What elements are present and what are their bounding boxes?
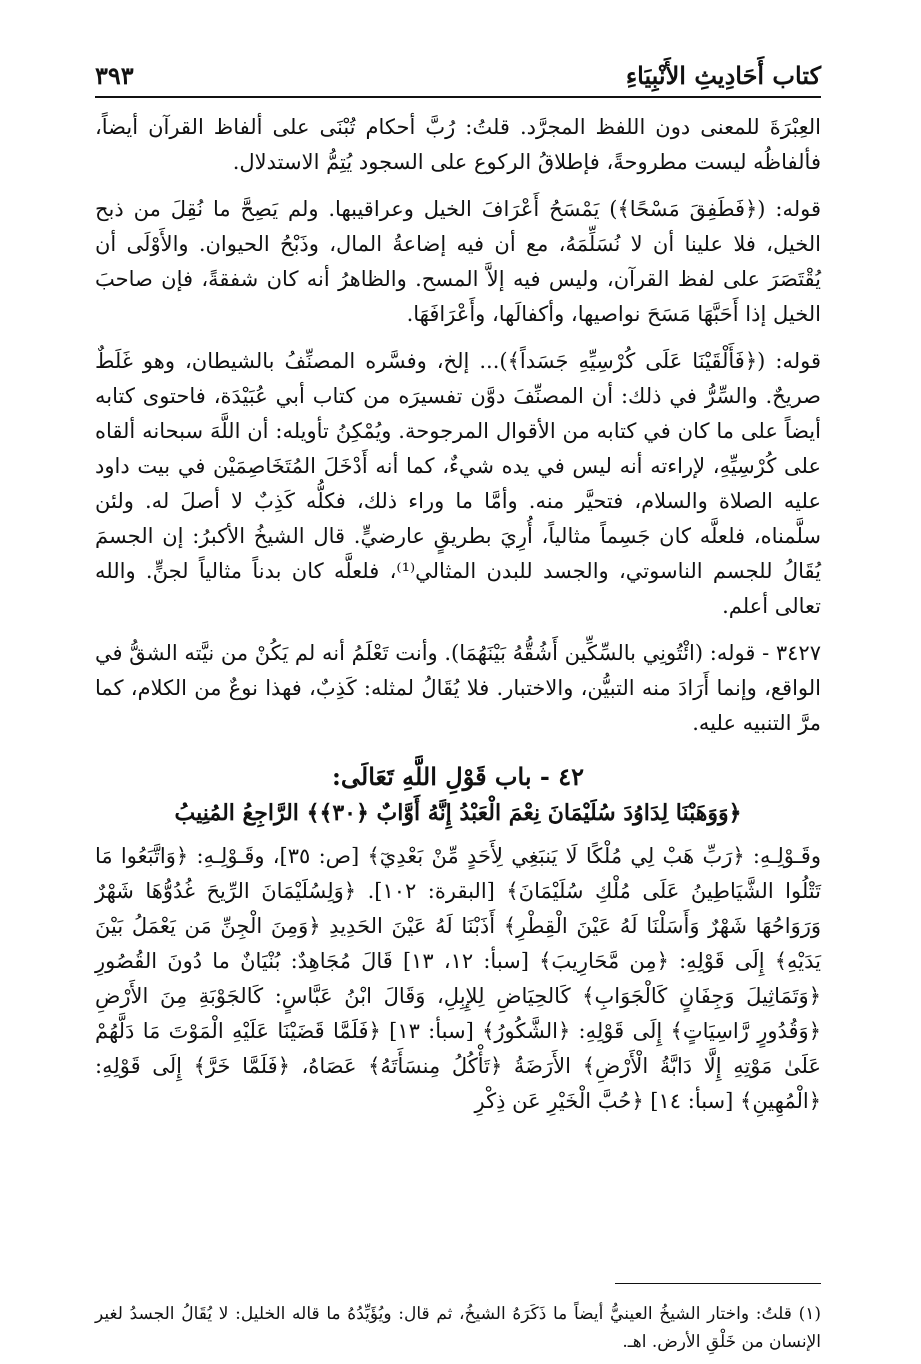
footnote-rule: [615, 1283, 821, 1284]
header-rule: [95, 96, 821, 98]
footnote: (١) قلتُ: واختار الشيخُ العينيُّ أيضاً ما ذَكَرَهُ الشيخُ، ثم قال: ويُؤَيِّدُهُ ما قاله الخليل: لا يُقَالُ الجسدُ لغير الإنسان من خَلْقِ الأرض. اهـ.: [95, 1304, 821, 1352]
chapter-heading: ٤٢ - باب قَوْلِ اللَّهِ تَعَالَى:: [332, 762, 584, 791]
running-title: كتاب أَحَادِيثِ الأَنْبِيَاءِ: [625, 61, 821, 90]
paragraph: ٣٤٢٧ - قوله: (ائْتُونِي بالسِّكِّين أَشُقُّهُ بَيْنَهُمَا). وأنت تَعْلَمُ أنه لم يَكُنْ من نيَّته الشقُّ في الواقع، وإنما أَرَادَ منه التبيُّن، والاختبار. فلا يُقَالُ لمثله: كَذِبٌ، فهذا نوعٌ من الكلام، كما مرَّ التنبيه عليه.: [95, 641, 821, 735]
chapter-body: وقَـوْلِـهِ: ﴿رَبِّ هَبْ لِي مُلْكًا لَا يَنبَغِي لِأَحَدٍ مِّنْ بَعْدِيٓ﴾ [ص: ٣٥]، وقَـوْلِـهِ: ﴿وَاتَّبَعُوا مَا تَتْلُوا الشَّيَاطِينُ عَلَى مُلْكِ سُلَيْمَانَ﴾ [البقرة: ١٠٢]. ﴿وَلِسُلَيْمَانَ الرِّيحَ غُدُوُّهَا شَهْرٌ وَرَوَاحُهَا شَهْرٌ وَأَسَلْنَا لَهُ عَيْنَ الْقِطْرِ﴾ أَذَبْنَا لَهُ عَيْنَ الحَدِيدِ ﴿وَمِنَ الْجِنِّ مَن يَعْمَلُ بَيْنَ يَدَيْهِ﴾ إِلَى قَوْلِهِ: ﴿مِن مَّحَارِيبَ﴾ [سبأ: ١٢، ١٣] قَالَ مُجَاهِدٌ: بُنْيَانٌ ما دُونَ القُصُورِ ﴿وَتَمَاثِيلَ وَجِفَانٍ كَالْجَوَابِ﴾ كَالحِيَاضِ لِلإِبِلِ، وَقَالَ ابْنُ عَبَّاسٍ: كَالجَوْبَةِ مِنَ الأَرْضِ ﴿وَقُدُورٍ رَّاسِيَاتٍ﴾ إِلَى قَوْلِهِ: ﴿الشَّكُورُ﴾ [سبأ: ١٣] ﴿فَلَمَّا قَضَيْنَا عَلَيْهِ الْمَوْتَ مَا دَلَّهُمْ عَلَىٰ مَوْتِهِ إِلَّا دَابَّةُ الْأَرْضِ﴾ الأَرَضَةُ ﴿تَأْكُلُ مِنسَأَتَهُ﴾ عَصَاهُ، ﴿فَلَمَّا خَرَّ﴾ إِلَى قَوْلِهِ: ﴿الْمُهِينِ﴾ [سبأ: ١٤] ﴿حُبَّ الْخَيْرِ عَن ذِكْرِ: [95, 844, 822, 1113]
paragraph: العِبْرَةَ للمعنى دون اللفظ المجرَّد. قلتُ: رُبَّ أحكام تُبْنَى على ألفاظ القرآن أيضاً، فألفاظُه ليست مطروحةً، فإطلاقُ الركوع على السجود يُتِمُّ الاستدلال.: [95, 115, 821, 174]
main-text: [95, 110, 821, 1131]
paragraph: قوله: (﴿فَطَفِقَ مَسْحًا﴾) يَمْسَحُ أَعْرَافَ الخيل وعراقيبها. ولم يَصِحَّ ما نُقِلَ من ذبح الخيل، فلا علينا أن لا نُسَلِّمَهُ، مع أن فيه إضاعةُ المال، وذَبْحُ الحيوان. والأَوْلَى أن يُقْتَصَرَ على لفظ القرآن، وليس فيه إلاَّ المسح. والظاهرُ أنه كان شفقةً، فإن صاحبَ الخيل إذا أَحَبَّهَا مَسَحَ نواصيها، وأكفالَها، وأَعْرَافَهَا.: [95, 197, 821, 326]
page-header: [95, 55, 821, 95]
chapter-verse: ﴿وَوَهَبْنَا لِدَاوُدَ سُلَيْمَانَ نِعْمَ الْعَبْدُ إِنَّهُ أَوَّابٌ ﴿٣٠﴾﴾ الرَّاجِعُ المُنِيبُ: [174, 800, 742, 826]
paragraph: قوله: (﴿فَأَلْقَيْنَا عَلَى كُرْسِيِّهِ جَسَداً﴾)... إلخ، وفسَّره المصنِّفُ بالشيطان، وهو غَلَطٌ صريحٌ. والسِّرُّ في ذلك: أن المصنِّفَ دوَّن تفسيرَه من كتاب أبي عُبَيْدَة، فاحتوى كتابه أيضاً على ما كان في كتابه من الأقوال المرجوحة. ويُمْكِنُ تأويله: أن اللَّهَ سبحانه ألقاه على كُرْسِيِّهِ، لإراءته أنه ليس في يده شيءٌ، كما أنه أَدْخَلَ المُتَخَاصِمَيْن في بيت داود عليه الصلاة والسلام، فتحيَّر منه. وأمَّا ما وراء ذلك، فكلُّه كَذِبٌ لا أصلَ له. ولئن سلَّمناه، فلعلَّه كان جَسِماً مثالياً، أُرِيَ بطريقٍ عارضيٍّ. قال الشيخُ الأكبرُ: إن الجسمَ يُقَالُ للجسم الناسوتي، والجسد للبدن المثالي⁽¹⁾، فلعلَّه كان بدناً مثالياً لجنٍّ. والله تعالى أعلم.: [95, 349, 821, 618]
page-number: ٣٩٣: [95, 61, 134, 90]
